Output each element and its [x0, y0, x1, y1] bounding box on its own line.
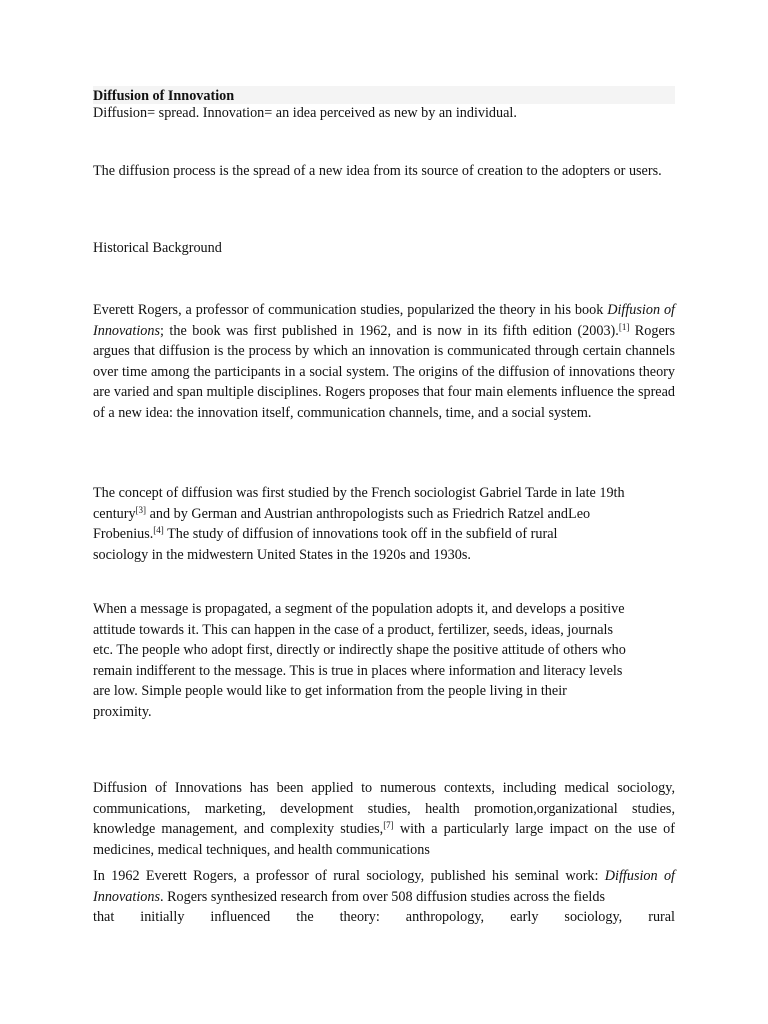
reference-7: [7] — [383, 820, 394, 830]
message-line-1: When a message is propagated, a segment of the population adopts it, and develops a positive — [93, 601, 625, 617]
rogers-1962-text-1: In 1962 Everett Rogers, a professor of rural sociology, published his seminal work: — [93, 868, 605, 884]
rogers-1962-book-title: Diffusion of Innovations — [93, 868, 675, 905]
rogers-text-2: ; the book was first published in 1962, and is now in its fifth edition (2003). — [160, 322, 619, 339]
rogers-1962-last-line: that initially influenced the theory: anthropology, early sociology, rural — [93, 909, 675, 925]
rogers-book-title: Diffusion of Innovations — [93, 302, 675, 339]
document-title: Diffusion of Innovation — [93, 88, 235, 104]
tarde-line-3a: Frobenius. — [93, 526, 154, 542]
paragraph-gabriel-tarde — [93, 483, 675, 565]
tarde-line-3b: The study of diffusion of innovations took off in the subfield of rural — [163, 526, 558, 542]
message-line-6: proximity. — [93, 703, 152, 720]
reference-4: [4] — [153, 525, 164, 535]
tarde-line-2a: century — [93, 505, 136, 522]
tarde-line-2 — [93, 504, 675, 525]
message-line-2: attitude towards it. This can happen in the case of a product, fertilizer, seeds, ideas, journals — [93, 621, 613, 638]
message-line-3: etc. The people who adopt first, directly or indirectly shape the positive attitude of others who — [93, 642, 626, 658]
message-line-4: remain indifferent to the message. This is true in places where information and literacy levels — [93, 662, 623, 679]
paragraph-message-propagation — [93, 599, 675, 722]
tarde-line-2b: and by German and Austrian anthropologists such as Friedrich Ratzel andLeo — [146, 505, 591, 522]
reference-1: [1] — [618, 321, 630, 332]
definition-line: Diffusion= spread. Innovation= an idea perceived as new by an individual. — [93, 105, 517, 121]
message-line-5: are low. Simple people would like to get information from the people living in their — [93, 683, 567, 699]
paragraph-diffusion-process: The diffusion process is the spread of a new idea from its source of creation to the adopters or users. — [93, 163, 662, 179]
rogers-1962-text-2: . Rogers synthesized research from over 508 diffusion studies across the fields — [160, 888, 605, 905]
applied-text-2: with a particularly large impact on the use of medicines, medical techniques, and health communications — [93, 821, 675, 858]
rogers-text-1: Everett Rogers, a professor of communication studies, popularized the theory in his book — [93, 302, 608, 318]
reference-3: [3] — [135, 504, 147, 515]
tarde-line-1: The concept of diffusion was first studied by the French sociologist Gabriel Tarde in late 19th — [93, 485, 625, 501]
applied-text-1: Diffusion of Innovations has been applied to numerous contexts, including medical sociology, communications, marketing, development studies, health promotion,organizational studies, knowledge management, and complexity studies, — [93, 780, 675, 837]
paragraph-1962-publication — [93, 866, 675, 928]
paragraph-everett-rogers — [93, 300, 675, 423]
tarde-line-3 — [93, 524, 675, 545]
heading-historical-background: Historical Background — [93, 240, 222, 256]
paragraph-applications — [93, 778, 675, 860]
tarde-line-4: sociology in the midwestern United States in the 1920s and 1930s. — [93, 546, 471, 563]
rogers-text-3: Rogers argues that diffusion is the process by which an innovation is communicated through certain channels over time among the participants in a social system. The origins of the diffusion of innovations theory are varied and span multiple disciplines. Rogers proposes that four main elements influence the spread of a new idea: the innovation itself, communication channels, time, and a social system. — [93, 322, 675, 421]
